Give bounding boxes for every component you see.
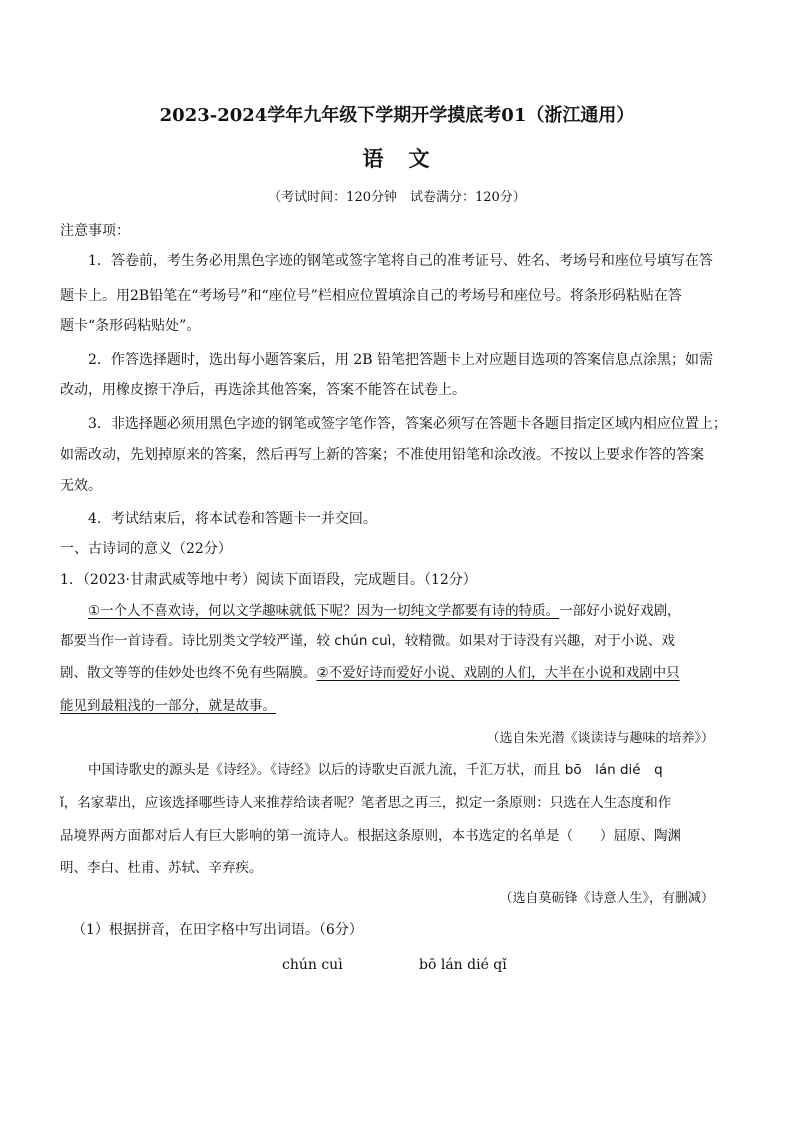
passage1-line-1: [88, 601, 681, 621]
passage2-line-1: 中国诗歌史的源头是《诗经》。《诗经》以后的诗歌史百派九流，千汇万状，而且 bō lán dié q: [88, 762, 663, 778]
question-1: 1．（2023·甘肃武威等地中考）阅读下面语段，完成题目。（12分）: [60, 572, 477, 588]
passage2-line-2: ǐ，名家辈出，应该选择哪些诗人来推荐给读者呢？笔者思之再三，拟定一条原则：只选在人生态度和作: [60, 795, 672, 811]
subquestion-1: （1）根据拼音，在田字格中写出词语。（6分）: [72, 922, 363, 938]
pinyin-2: bō lán dié qǐ: [419, 957, 507, 973]
notice-heading: 注意事项：: [60, 223, 130, 239]
passage2-source: （选自莫砺锋《诗意人生》，有删减）: [499, 891, 714, 906]
exam-title: 2023-2024学年九年级下学期开学摸底考01（浙江通用）: [159, 105, 635, 126]
notice-item-2-line-1: 2．作答选择题时，选出每小题答案后，用 2B 铅笔把答题卡上对应题目选项的答案信息点涂黑；如需: [88, 352, 714, 368]
subject-title: 语 文: [362, 146, 432, 171]
passage2-line-4: 明、李白、杜甫、苏轼、辛弃疾。: [60, 860, 263, 876]
passage1-source: （选自朱光潜《谈读诗与趣味的培养》）: [486, 731, 714, 746]
notice-item-2-line-2: 改动，用橡皮擦干净后，再选涂其他答案，答案不能答在试卷上。: [60, 382, 466, 398]
passage1-line-3-start: 剧、散文等等的佳妙处也终不免有些隔膜。: [60, 665, 317, 681]
passage2-line-3: 品境界两方面都对后人有巨大影响的第一流诗人。根据这条原则，本书选定的名单是（ ）屈原、陶渊: [60, 828, 681, 844]
pinyin-1: chún cuì: [282, 957, 343, 973]
passage1-line-3: [60, 663, 680, 683]
section1-heading: 一、古诗词的意义（22分）: [60, 541, 232, 557]
passage1-line-1-rest: 一部好小说好戏剧，: [559, 603, 681, 619]
notice-item-4-line-1: 4．考试结束后，将本试卷和答题卡一并交回。: [88, 511, 377, 527]
notice-item-3-line-2: 如需改动，先划掉原来的答案，然后再写上新的答案；不准使用铅笔和涂改液。不按以上要求作答的答案: [60, 447, 704, 463]
exam-info: （考试时间：120分钟 试卷满分：120分）: [268, 190, 526, 205]
notice-item-1-line-3: 题卡“条形码粘贴处”。: [60, 318, 201, 334]
passage1-sentence-1: ①一个人不喜欢诗，何以文学趣味就低下呢？因为一切纯文学都要有诗的特质。: [88, 603, 560, 619]
passage1-sentence-2: ②不爱好诗而爱好小说、戏剧的人们，大半在小说和戏剧中只: [316, 665, 680, 681]
passage1-line-4: 能见到最粗浅的一部分，就是故事。: [60, 698, 276, 714]
notice-item-1-line-2: 题卡上。用2B铅笔在“考场号”和“座位号”栏相应位置填涂自己的考场号和座位号。将条形码粘贴在答: [60, 288, 682, 304]
notice-item-1-line-1: 1．答卷前，考生务必用黑色字迹的钢笔或签字笔将自己的准考证号、姓名、考场号和座位号填写在答: [88, 253, 713, 269]
notice-item-3-line-3: 无效。: [60, 478, 102, 494]
notice-item-3-line-1: 3．非选择题必须用黑色字迹的钢笔或签字笔作答，答案必须写在答题卡各题目指定区域内相应位置上；: [88, 416, 727, 432]
passage1-line-2: 都要当作一首诗看。诗比别类文学较严谨，较 chún cuì，较精微。如果对于诗没有兴趣，对于小说、戏: [60, 633, 675, 649]
